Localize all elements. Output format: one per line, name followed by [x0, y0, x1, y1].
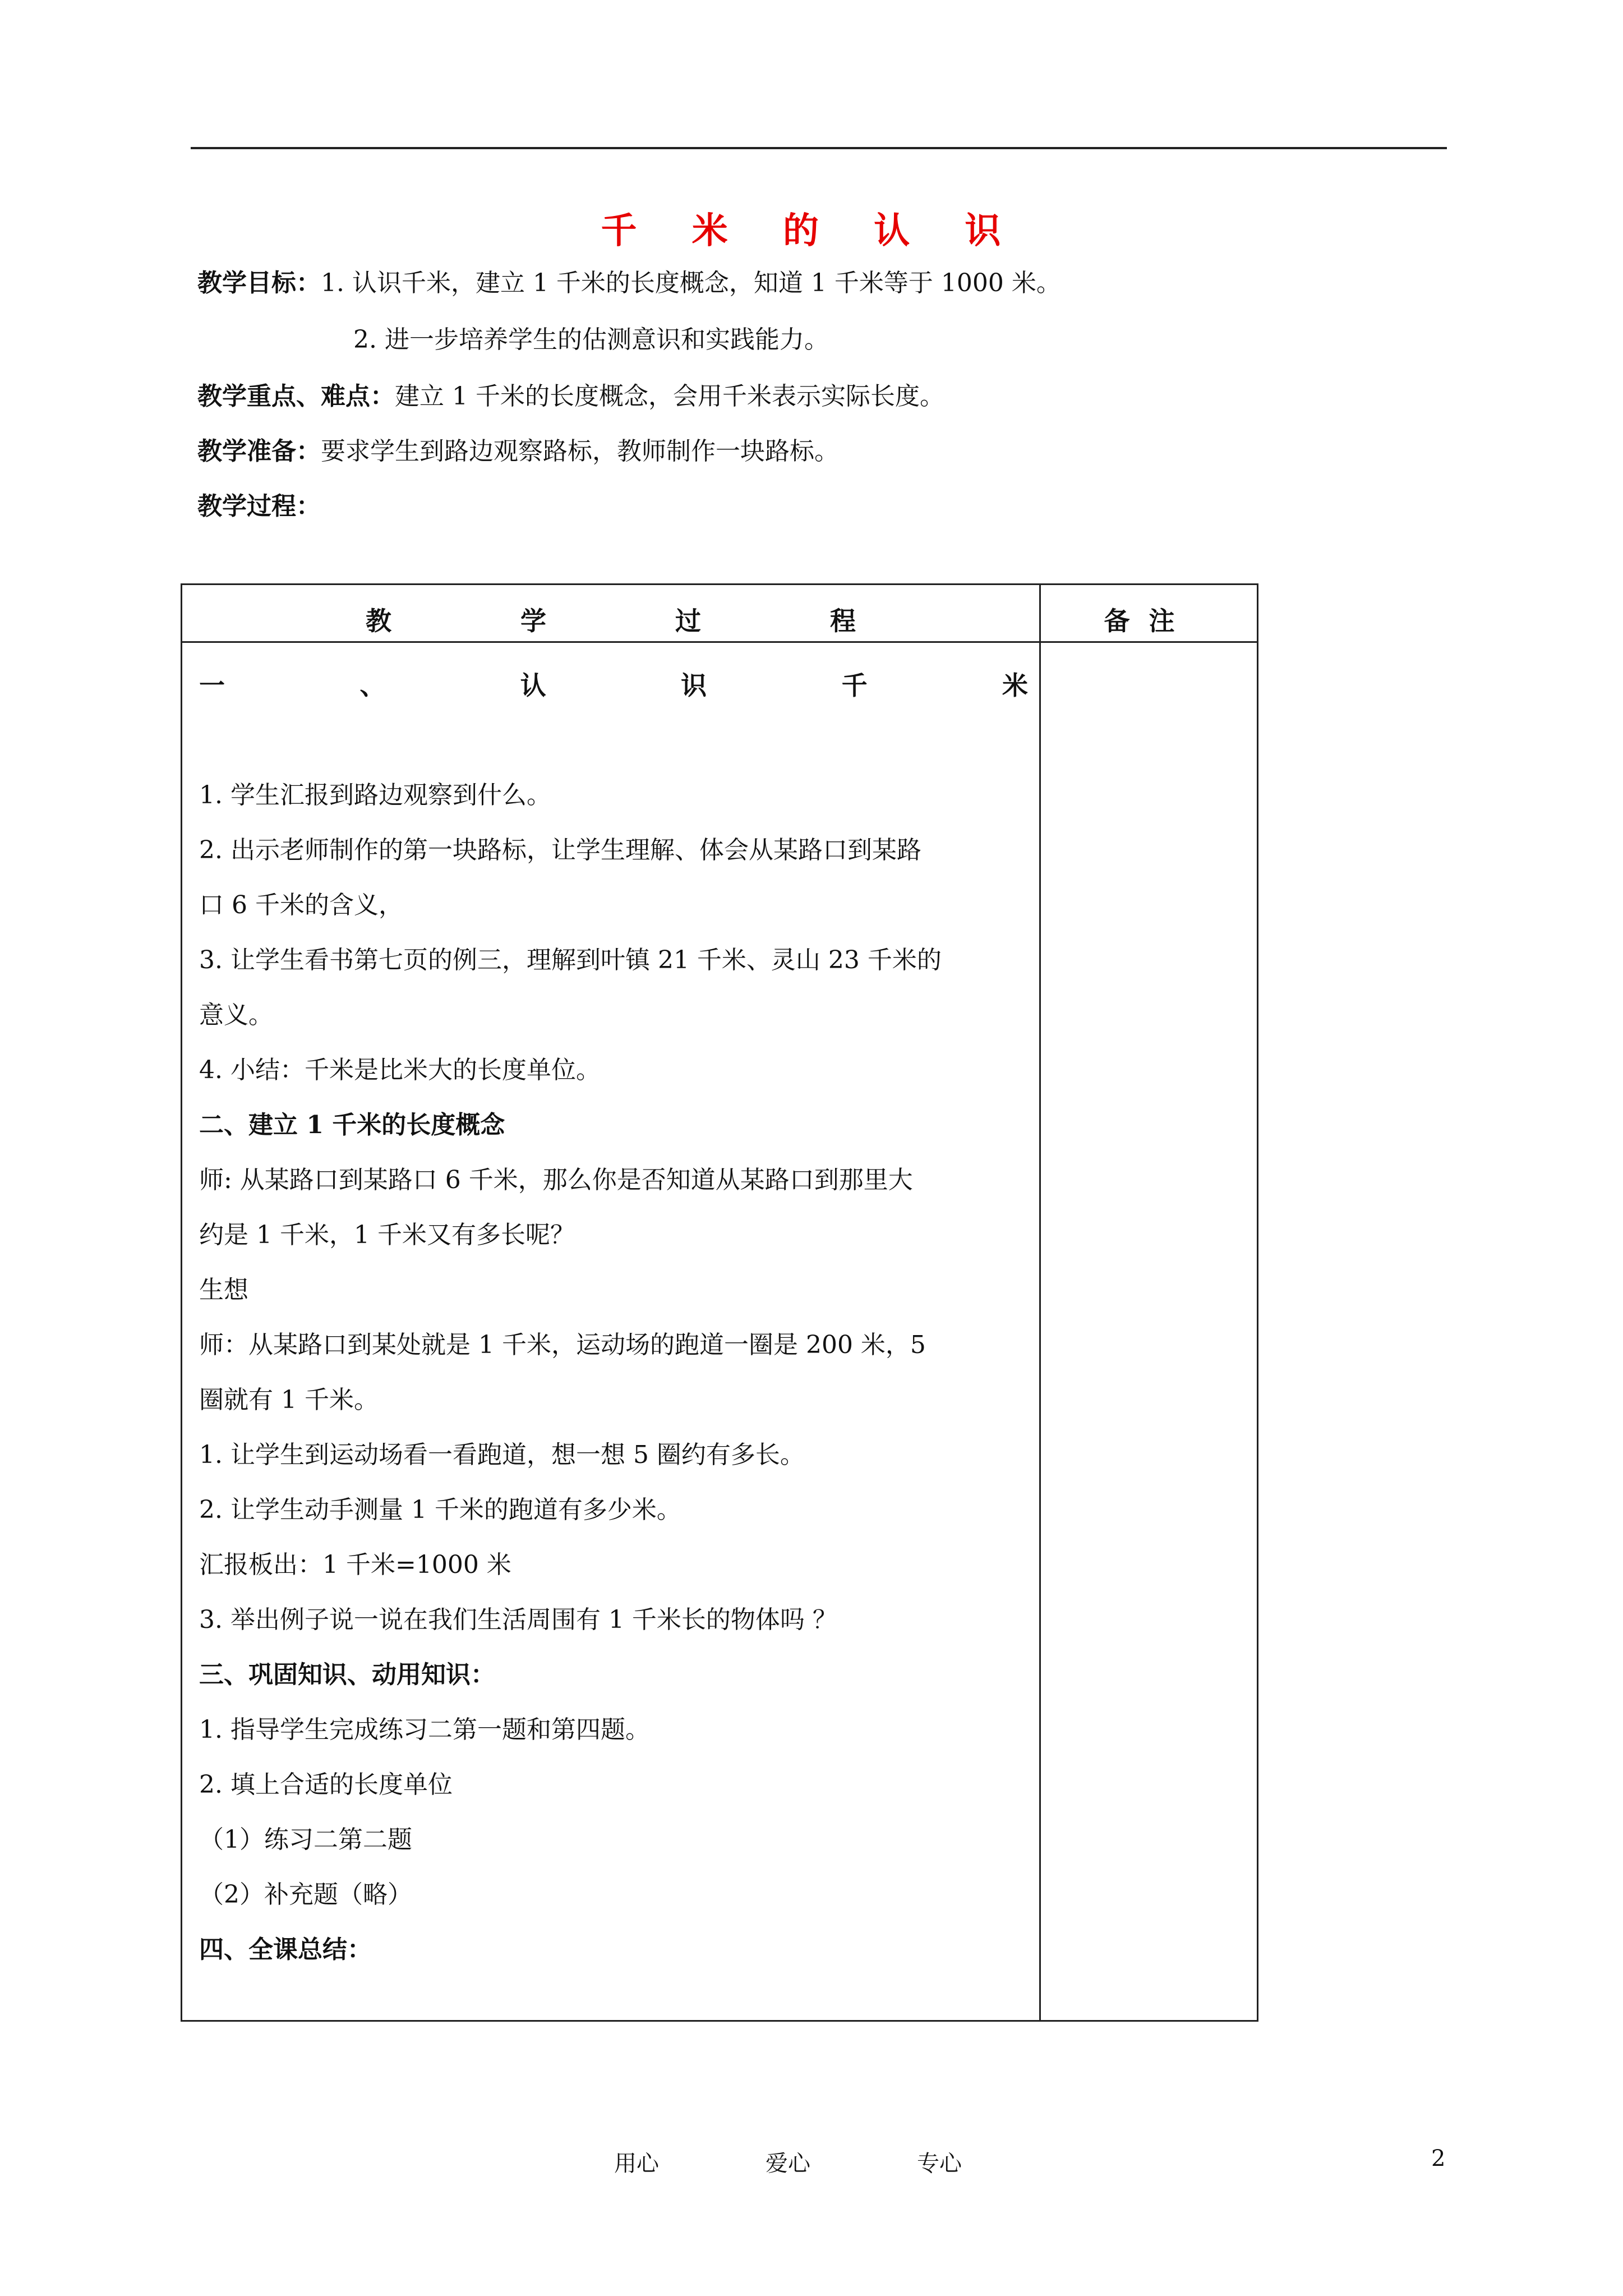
section-one-char: 米 — [1002, 670, 1028, 701]
section-one-char: 千 — [841, 670, 868, 701]
process-line: 3. 让学生看书第七页的例三，理解到叶镇 21 千米、灵山 23 千米的 — [199, 946, 942, 974]
section-one-heading — [199, 658, 1028, 713]
focus-text: 建立 1 千米的长度概念，会用千米表示实际长度。 — [395, 382, 944, 411]
section-heading: 二、建立 1 千米的长度概念 — [199, 1111, 505, 1139]
objectives-label: 教学目标： — [197, 269, 321, 297]
header-char: 教 — [366, 606, 391, 636]
section-one-char: 、 — [359, 670, 386, 701]
header-char: 过 — [675, 606, 701, 636]
section-one-char: 识 — [681, 670, 707, 701]
process-line: 1. 学生汇报到路边观察到什么。 — [199, 781, 551, 809]
process-label: 教学过程： — [197, 492, 321, 521]
process-lines — [199, 768, 1028, 1977]
process-line: 约是 1 千米，1 千米又有多长呢？ — [199, 1221, 575, 1249]
process-column-header — [182, 601, 1039, 638]
section-one-char: 认 — [520, 670, 546, 701]
footer-text: 用心 — [614, 2151, 659, 2177]
process-line: 师: 从某路口到某路口 6 千米，那么你是否知道从某路口到那里大 — [199, 1166, 913, 1194]
process-line: 1. 指导学生完成练习二第一题和第四题。 — [199, 1715, 650, 1744]
preparation-label: 教学准备： — [197, 437, 321, 466]
process-line: 口 6 千米的含义， — [199, 891, 403, 919]
process-line: 意义。 — [199, 1001, 273, 1029]
process-line: 汇报板出：1 千米=1000 米 — [199, 1550, 511, 1579]
footer-text: 专心 — [917, 2151, 962, 2177]
preparation-text: 要求学生到路边观察路标，教师制作一块路标。 — [321, 437, 839, 466]
header-row-divider — [182, 641, 1257, 643]
footer — [614, 2146, 962, 2178]
process-line: 1. 让学生到运动场看一看跑道，想一想 5 圈约有多长。 — [199, 1441, 805, 1469]
objectives-line-1 — [197, 266, 1061, 300]
blank-line — [199, 713, 1028, 768]
process-line: 2. 让学生动手测量 1 千米的跑道有多少米。 — [199, 1496, 681, 1524]
notes-column-header: 备注 — [1104, 606, 1194, 636]
header-char: 学 — [520, 606, 546, 636]
header-char: 程 — [830, 606, 856, 636]
process-line: 2. 填上合适的长度单位 — [199, 1770, 453, 1799]
page-title: 千 米 的 认 识 — [601, 210, 1022, 252]
focus-label: 教学重点、难点： — [197, 382, 395, 411]
preparation-line — [197, 435, 839, 468]
process-line: 3. 举出例子说一说在我们生活周围有 1 千米长的物体吗 ？ — [199, 1605, 837, 1634]
section-one-char: 一 — [199, 670, 225, 701]
column-divider — [1039, 585, 1041, 2020]
process-line: 圈就有 1 千米。 — [199, 1386, 379, 1414]
process-line: （2）补充题（略） — [199, 1880, 412, 1909]
process-line: 2. 出示老师制作的第一块路标，让学生理解、体会从某路口到某路 — [199, 836, 921, 864]
focus-line — [197, 380, 944, 413]
process-line: 生想 — [199, 1276, 248, 1304]
lesson-table — [181, 583, 1258, 2022]
objectives-text-2: 2. 进一步培养学生的估测意识和实践能力。 — [353, 325, 829, 354]
section-heading: 三、巩固知识、动用知识： — [199, 1660, 495, 1689]
header-rule — [191, 147, 1447, 149]
objectives-text-1: 1. 认识千米，建立 1 千米的长度概念，知道 1 千米等于 1000 米。 — [321, 269, 1061, 297]
process-line: 师：从某路口到某处就是 1 千米，运动场的跑道一圈是 200 米，5 — [199, 1331, 926, 1359]
process-cell — [199, 658, 1028, 1977]
footer-text: 爱心 — [766, 2151, 810, 2177]
process-line: （1）练习二第二题 — [199, 1825, 412, 1854]
process-line: 4. 小结：千米是比米大的长度单位。 — [199, 1056, 601, 1084]
page-number: 2 — [1431, 2146, 1446, 2171]
section-heading: 四、全课总结： — [199, 1935, 372, 1964]
